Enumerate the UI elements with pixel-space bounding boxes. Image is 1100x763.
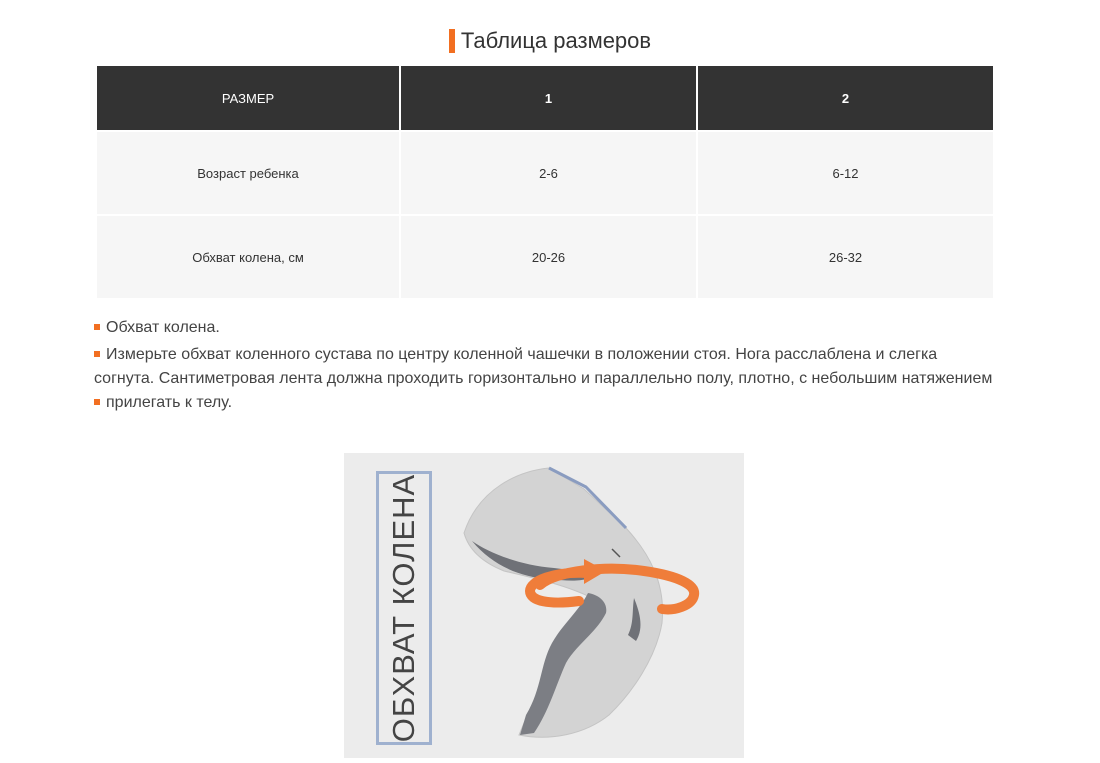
row-label-knee-girth: Обхват колена, см xyxy=(96,215,400,299)
cell-age-size-2: 6-12 xyxy=(697,131,994,215)
cell-age-size-1: 2-6 xyxy=(400,131,697,215)
knee-measure-figure xyxy=(344,453,744,758)
note-text: Измерьте обхват коленного сустава по центру коленной чашечки в положении стоя. Нога расслаблена и слегка согнута. Сантиметровая лента должна проходить горизонтально и параллельно полу, плотно, с небольшим натяжением xyxy=(94,346,993,387)
row-label-age: Возраст ребенка xyxy=(96,131,400,215)
bullet-icon xyxy=(94,324,100,330)
note-text: Обхват колена. xyxy=(106,319,220,336)
table-row xyxy=(96,131,994,215)
cell-knee-size-1: 20-26 xyxy=(400,215,697,299)
list-item xyxy=(94,343,994,391)
bullet-icon xyxy=(94,399,100,405)
size-table-header-row xyxy=(96,65,994,131)
header-size-1: 1 xyxy=(400,65,697,131)
list-item xyxy=(94,316,994,340)
page-title-text: Таблица размеров xyxy=(460,28,652,53)
cell-knee-size-2: 26-32 xyxy=(697,215,994,299)
header-size-2: 2 xyxy=(697,65,994,131)
knee-girth-label: ОБХВАТ КОЛЕНА xyxy=(386,473,421,743)
table-row xyxy=(96,215,994,299)
page-title xyxy=(449,28,651,54)
measurement-notes xyxy=(94,316,994,418)
header-size: РАЗМЕР xyxy=(96,65,400,131)
title-wrap xyxy=(0,28,1100,58)
title-accent-bar xyxy=(449,29,455,53)
knee-girth-label-box xyxy=(376,471,432,745)
list-item xyxy=(94,391,994,415)
bullet-icon xyxy=(94,351,100,357)
size-table xyxy=(95,64,995,300)
note-text: прилегать к телу. xyxy=(106,394,233,411)
